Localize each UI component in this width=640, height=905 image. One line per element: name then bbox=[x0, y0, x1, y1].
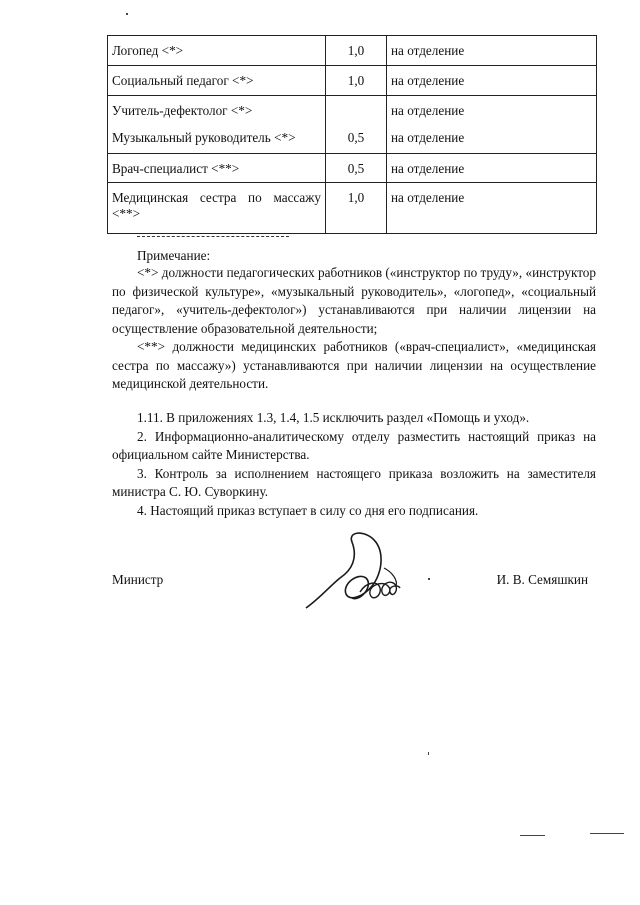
unit-cell: на отделение bbox=[391, 190, 465, 205]
note-paragraph-1: <*> должности педагогических работников («инструктор по труду», «инструктор по физической культуре», «музыкальный руководитель», «логопед», «социальный педагог», «учитель-дефектолог») устанавливаются при наличии лицензии на осуществление образовательной деятельности; bbox=[112, 265, 596, 336]
scan-mark bbox=[520, 835, 545, 836]
position-cell-second: Музыкальный руководитель <*> bbox=[112, 130, 296, 145]
unit-cell: на отделение bbox=[391, 161, 465, 176]
note-paragraph-2: <**> должности медицинских работников («врач-специалист», «медицинская сестра по массажу») устанавливаются при наличии лицензии на осуществление медицинской деятельности. bbox=[112, 339, 596, 391]
position-cell: Медицинская сестра по массажу bbox=[112, 190, 321, 205]
order-item-4: 4. Настоящий приказ вступает в силу со дня его подписания. bbox=[137, 502, 479, 518]
rate-cell-second: 0,5 bbox=[347, 130, 365, 145]
order-item-3: 3. Контроль за исполнением настоящего приказа возложить на заместителя министра С. Ю. Суворкину. bbox=[112, 465, 596, 499]
unit-cell-second: на отделение bbox=[391, 130, 465, 145]
footnote-separator bbox=[137, 236, 289, 237]
note-title: Примечание: bbox=[137, 248, 211, 263]
position-cell: Логопед <*> bbox=[112, 43, 184, 58]
position-cell: Социальный педагог <*> bbox=[112, 73, 254, 88]
signatory-title: Министр bbox=[112, 572, 164, 587]
scan-mark bbox=[590, 833, 624, 834]
table-row bbox=[108, 96, 597, 154]
table-row bbox=[108, 36, 597, 66]
rate-cell: 1,0 bbox=[347, 43, 365, 58]
table-row bbox=[108, 154, 597, 183]
rate-cell: 1,0 bbox=[347, 73, 365, 88]
scan-speck bbox=[428, 578, 430, 580]
handwritten-signature bbox=[300, 528, 430, 612]
position-cell-cont: <**> bbox=[112, 206, 141, 221]
position-cell: Врач-специалист <**> bbox=[112, 161, 240, 176]
unit-cell: на отделение bbox=[391, 43, 465, 58]
table-row bbox=[108, 66, 597, 96]
position-cell: Учитель-дефектолог <*> bbox=[112, 103, 253, 118]
order-item-2: 2. Информационно-аналитическому отделу разместить настоящий приказ на официальном сайте Министерства. bbox=[112, 428, 596, 462]
signatory-name: И. В. Семяшкин bbox=[496, 572, 588, 587]
rate-cell bbox=[326, 96, 386, 119]
scan-speck bbox=[428, 752, 429, 755]
rate-cell: 0,5 bbox=[347, 161, 365, 176]
staff-table bbox=[107, 35, 597, 234]
rate-cell: 1,0 bbox=[347, 190, 365, 205]
order-item-1-11: 1.11. В приложениях 1.3, 1.4, 1.5 исключить раздел «Помощь и уход». bbox=[137, 410, 530, 425]
order-items bbox=[112, 409, 596, 520]
table-row bbox=[108, 183, 597, 234]
note-text bbox=[112, 264, 596, 394]
unit-cell: на отделение bbox=[391, 103, 465, 118]
scan-speck bbox=[126, 13, 128, 15]
unit-cell: на отделение bbox=[391, 73, 465, 88]
